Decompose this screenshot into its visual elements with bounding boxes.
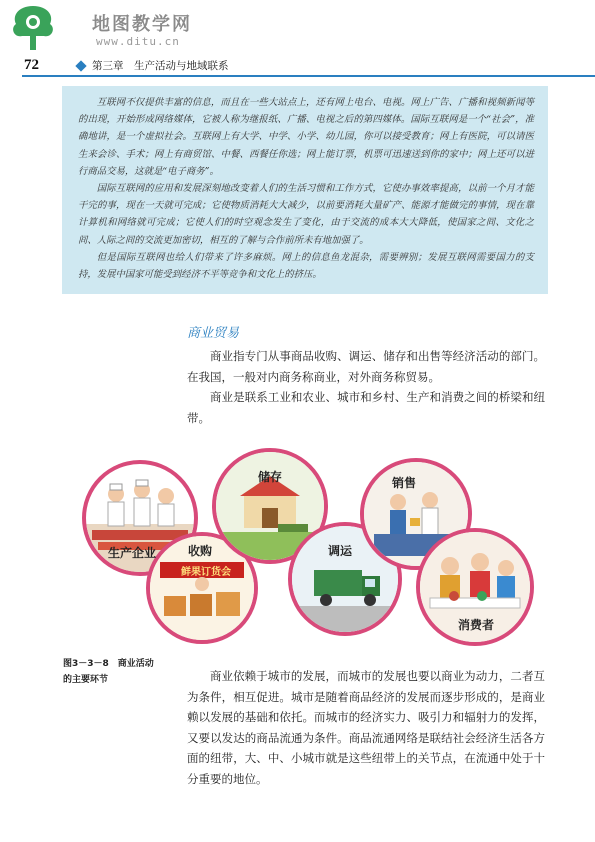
- label-production: 生产企业: [108, 546, 157, 560]
- label-consumer: 消费者: [458, 618, 495, 632]
- section-body: [187, 346, 545, 428]
- reading-box: [62, 86, 548, 294]
- closing-body: [187, 666, 545, 789]
- header-rule: [22, 75, 595, 77]
- caption-line-2: 的主要环节: [63, 675, 109, 685]
- label-transport: 调运: [328, 544, 353, 558]
- body-paragraph: 商业是联系工业和农业、城市和乡村、生产和消费之间的桥梁和纽带。: [187, 390, 545, 425]
- label-storage: 储存: [258, 470, 283, 484]
- logo-url: www.ditu.cn: [96, 35, 180, 48]
- logo-title: 地图教学网: [92, 14, 192, 35]
- label-sales: 销售: [392, 476, 417, 490]
- reading-paragraph: 国际互联网的应用和发展深刻地改变着人们的生活习惯和工作方式，它使办事效率提高，以前一个月才能干完的事，现在一天就可完成；它使物质消耗大大减少，以前要消耗大量矿产、能源才能做完的事情，现在靠计算机和网络就可完成；它使人们的时空观念发生了变化，由于交流的成本大大降低，使国家之间、文化之间、人际之间的交流更加密切，相互的了解与合作前所未有地加强了。: [78, 183, 534, 246]
- closing-paragraph: 商业依赖于城市的发展，而城市的发展也要以商业为动力，二者互为条件，相互促进。城市是随着商品经济的发展而逐步形成的，是商业赖以发展的基础和依托。而城市的经济实力、吸引力和辐射力的发挥，又要以发达的商品流通为条件。商品流通网络是联结社会经济生活各方面的纽带，大、中、小城市就是这些纽带上的关节点，在流通中处于十分重要的地位。: [187, 669, 545, 786]
- label-purchase: 收购: [188, 544, 213, 558]
- commerce-diagram: [78, 440, 548, 650]
- diamond-icon: [75, 60, 86, 71]
- order-fair-sign: 鲜果订货会: [181, 567, 231, 578]
- chapter-title: 第三章 生产活动与地域联系: [92, 60, 229, 72]
- reading-paragraph: 互联网不仅提供丰富的信息，而且在一些大站点上，还有网上电台、电视。网上广告、广播和视频新闻等的出现，开始形成网络媒体，它被人称为继报纸、广播、电视之后的第四媒体。国际互联网是一个“社会”，准确地讲，是一个虚拟社会。互联网上有大学、中学、小学、幼儿园，你可以接受教育；网上有医院，可以请医生来会诊、手术；网上有商贸馆、中餐、西餐任你选；网上能订票，机票可迅速送到你的家中；网上还可以进行商品交易，这就是“电子商务”。: [78, 97, 534, 177]
- page-number: 72: [24, 57, 39, 73]
- section-title: 商业贸易: [187, 326, 240, 341]
- reading-paragraph: 但是国际互联网也给人们带来了许多麻烦。网上的信息鱼龙混杂，需要辨别；发展互联网需要国力的支持，发展中国家可能受到经济不平等竞争和文化上的挤压。: [78, 251, 534, 281]
- site-logo: [0, 0, 200, 60]
- tree-logo-icon: [8, 2, 58, 54]
- caption-line-1: 图3－3－8 商业活动: [63, 659, 154, 669]
- body-paragraph: 商业指专门从事商品收购、调运、储存和出售等经济活动的部门。在我国，一般对内商务称商业，对外商务称贸易。: [187, 349, 545, 384]
- figure-caption: [63, 656, 173, 688]
